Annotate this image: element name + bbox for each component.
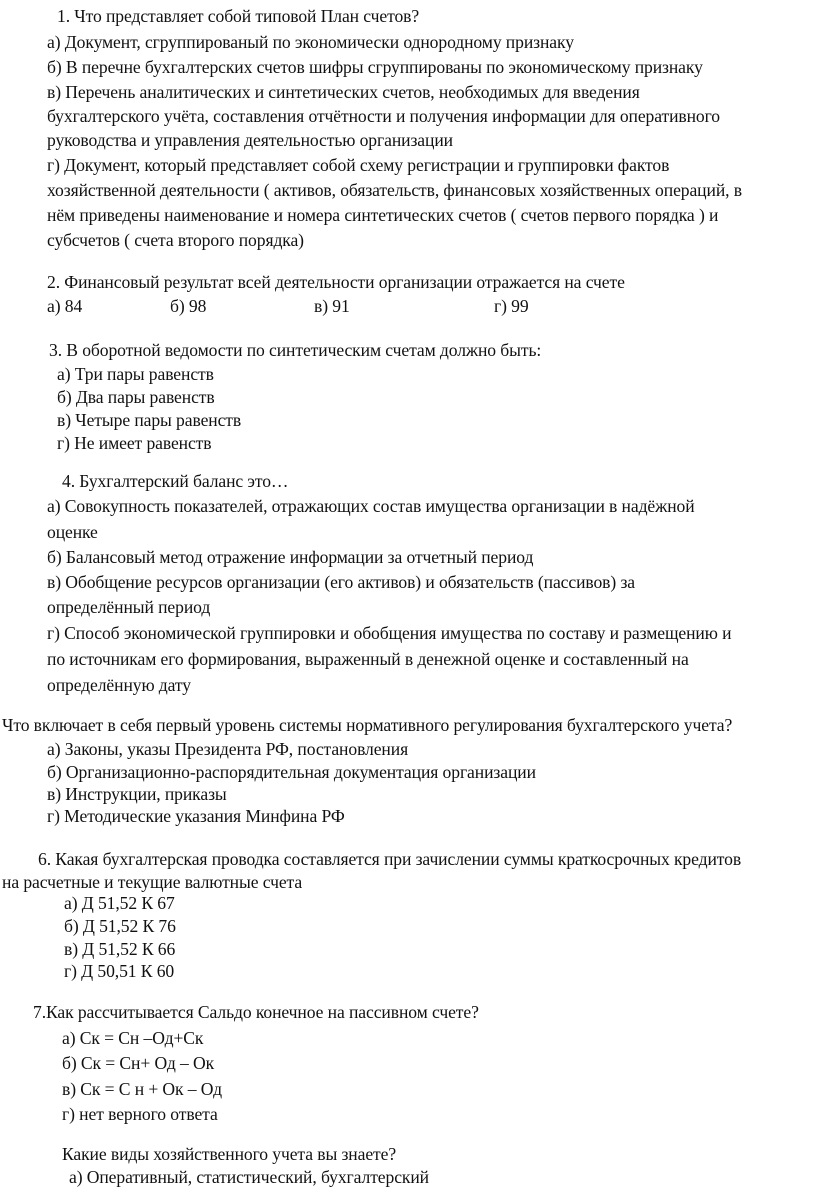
q1-option-c-line2: бухгалтерского учёта, составления отчётности и получения информации для оперативного <box>47 106 721 126</box>
q2-option-b: б) 98 <box>170 296 207 316</box>
q7-option-b: б) Ск = Сн+ Од – Ок <box>62 1053 215 1073</box>
q1-option-c-line3: руководства и управления деятельностью организации <box>47 130 453 150</box>
q4-option-b: б) Балансовый метод отражение информации за отчетный период <box>47 547 534 567</box>
q5-question: Что включает в себя первый уровень системы нормативного регулирования бухгалтерского учета? <box>2 715 733 735</box>
q3-option-d: г) Не имеет равенств <box>57 433 212 453</box>
q4-option-a-line2: оценке <box>47 522 98 542</box>
q6-option-d: г) Д 50,51 К 60 <box>64 961 175 981</box>
q7-option-a: а) Ск = Сн –Од+Ск <box>62 1028 204 1048</box>
q6-question-line2: на расчетные и текущие валютные счета <box>2 872 303 892</box>
q4-option-a-line1: а) Совокупность показателей, отражающих состав имущества организации в надёжной <box>47 496 695 516</box>
q4-option-c-line2: определённый период <box>47 597 211 617</box>
q3-option-a: а) Три пары равенств <box>57 364 214 384</box>
q6-question-line1: 6. Какая бухгалтерская проводка составляется при зачислении суммы краткосрочных кредитов <box>38 849 742 869</box>
q6-option-a: а) Д 51,52 К 67 <box>64 893 175 913</box>
q7-option-d: г) нет верного ответа <box>62 1104 218 1124</box>
q5-option-a: а) Законы, указы Президента РФ, постановления <box>47 739 409 759</box>
q6-option-c: в) Д 51,52 К 66 <box>64 939 176 959</box>
q2-question: 2. Финансовый результат всей деятельности организации отражается на счете <box>47 272 625 292</box>
q8-question: Какие виды хозяйственного учета вы знаете? <box>62 1144 397 1164</box>
q3-option-b: б) Два пары равенств <box>57 387 215 407</box>
q7-option-c: в) Ск = С н + Ок – Од <box>62 1079 223 1099</box>
q1-option-d-line2: хозяйственной деятельности ( активов, обязательств, финансовых хозяйственных операций, в <box>47 180 742 200</box>
q1-option-b: б) В перечне бухгалтерских счетов шифры сгруппированы по экономическому признаку <box>47 57 703 77</box>
q7-question: 7.Как рассчитывается Сальдо конечное на пассивном счете? <box>33 1002 479 1022</box>
q4-option-d-line2: по источникам его формирования, выраженный в денежной оценке и составленный на <box>47 649 689 669</box>
q4-option-d-line1: г) Способ экономической группировки и обобщения имущества по составу и размещению и <box>47 623 732 643</box>
q1-option-d-line3: нём приведены наименование и номера синтетических счетов ( счетов первого порядка ) и <box>47 205 719 225</box>
q2-option-c: в) 91 <box>314 296 350 316</box>
q2-option-d: г) 99 <box>494 296 529 316</box>
q6-option-b: б) Д 51,52 К 76 <box>64 916 176 936</box>
q5-option-c: в) Инструкции, приказы <box>47 784 227 804</box>
q1-question: 1. Что представляет собой типовой План счетов? <box>57 6 420 26</box>
q1-option-d-line4: субсчетов ( счета второго порядка) <box>47 230 304 250</box>
q5-option-b: б) Организационно-распорядительная документация организации <box>47 762 536 782</box>
q1-option-a: а) Документ, сгруппированый по экономически однородному признаку <box>47 32 574 52</box>
q3-question: 3. В оборотной ведомости по синтетическим счетам должно быть: <box>49 340 542 360</box>
q3-option-c: в) Четыре пары равенств <box>57 410 242 430</box>
q8-option-a: а) Оперативный, статистический, бухгалтерский <box>69 1167 429 1187</box>
q4-option-c-line1: в) Обобщение ресурсов организации (его активов) и обязательств (пассивов) за <box>47 572 636 592</box>
q1-option-d-line1: г) Документ, который представляет собой схему регистрации и группировки фактов <box>47 155 670 175</box>
q5-option-d: г) Методические указания Минфина РФ <box>47 806 345 826</box>
q1-option-c-line1: в) Перечень аналитических и синтетических счетов, необходимых для введения <box>47 82 640 102</box>
q2-option-a: а) 84 <box>47 296 83 316</box>
q4-option-d-line3: определённую дату <box>47 675 191 695</box>
q4-question: 4. Бухгалтерский баланс это… <box>62 471 289 491</box>
